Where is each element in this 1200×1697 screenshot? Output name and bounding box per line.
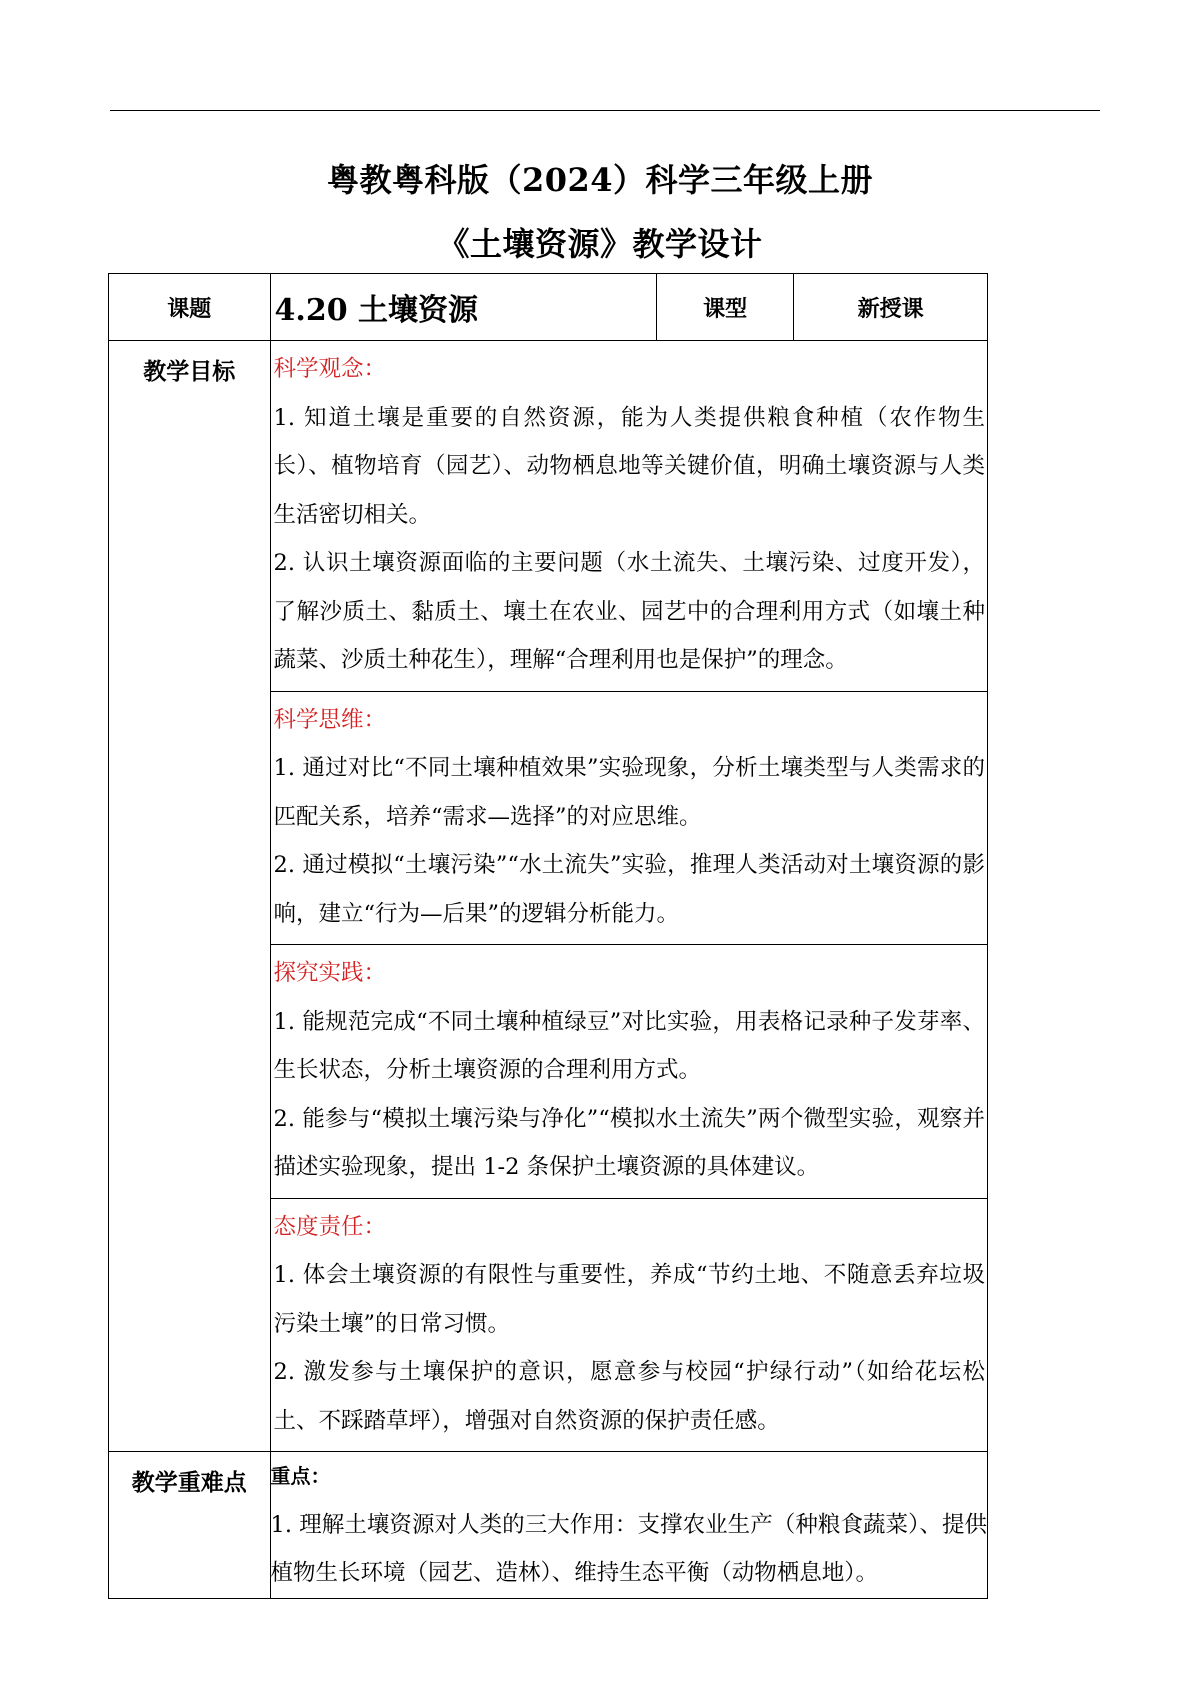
goal-item: 2. 激发参与土壤保护的意识，愿意参与校园“护绿行动”（如给花坛松土、不踩踏草坪），增强对自然资源的保护责任感。	[273, 1359, 985, 1434]
goal-heading: 科学思维：	[273, 706, 387, 733]
goal-section-practice	[271, 945, 987, 1199]
goal-item: 1. 通过对比“不同土壤种植效果”实验现象，分析土壤类型与人类需求的匹配关系，培养“需求—选择”的对应思维。	[273, 755, 985, 830]
goal-section-concepts	[271, 341, 987, 692]
goal-section-thinking	[271, 692, 987, 946]
goals-content	[270, 341, 987, 1452]
goals-label: 教学目标	[109, 341, 271, 1452]
goal-heading: 态度责任：	[273, 1213, 387, 1240]
table-row-topic	[109, 274, 988, 341]
type-label: 课型	[656, 274, 793, 341]
document-title: 粤教粤科版（2024）科学三年级上册	[326, 161, 874, 199]
topic-label: 课题	[109, 274, 271, 341]
goal-item: 1. 知道土壤是重要的自然资源，能为人类提供粮食种植（农作物生长）、植物培育（园艺）、动物栖息地等关键价值，明确土壤资源与人类生活密切相关。	[273, 404, 985, 528]
table-row-goals	[109, 341, 988, 1452]
table-row-keypoints	[109, 1452, 988, 1599]
document-subtitle: 《土壤资源》教学设计	[437, 225, 763, 263]
goal-item: 2. 通过模拟“土壤污染”“水土流失”实验，推理人类活动对土壤资源的影响，建立“行为—后果”的逻辑分析能力。	[273, 852, 985, 927]
keypoints-label: 教学重难点	[109, 1452, 271, 1599]
type-value: 新授课	[794, 274, 988, 341]
goal-item: 2. 能参与“模拟土壤污染与净化”“模拟水土流失”两个微型实验，观察并描述实验现象，提出 1-2 条保护土壤资源的具体建议。	[273, 1105, 985, 1180]
keypoints-content	[270, 1452, 987, 1599]
keypoint-item: 1. 理解土壤资源对人类的三大作用：支撑农业生产（种粮食蔬菜）、提供植物生长环境（园艺、造林）、维持生态平衡（动物栖息地）。	[270, 1511, 987, 1586]
goal-item: 1. 能规范完成“不同土壤种植绿豆”对比实验，用表格记录种子发芽率、生长状态，分析土壤资源的合理利用方式。	[273, 1008, 985, 1083]
goal-heading: 探究实践：	[273, 960, 387, 986]
goal-item: 2. 认识土壤资源面临的主要问题（水土流失、土壤污染、过度开发），了解沙质土、黏质土、壤土在农业、园艺中的合理利用方式（如壤土种蔬菜、沙质土种花生），理解“合理利用也是保护”的理念。	[273, 550, 985, 673]
goal-section-attitude	[271, 1199, 987, 1452]
header-rule	[110, 110, 1100, 111]
goal-heading: 科学观念：	[273, 356, 387, 382]
goal-item: 1. 体会土壤资源的有限性与重要性，养成“节约土地、不随意丢弃垃圾污染土壤”的日常习惯。	[273, 1262, 985, 1337]
topic-value: 4.20 土壤资源	[270, 274, 656, 341]
lesson-plan-table	[108, 273, 988, 1599]
keypoints-heading: 重点：	[270, 1464, 331, 1488]
